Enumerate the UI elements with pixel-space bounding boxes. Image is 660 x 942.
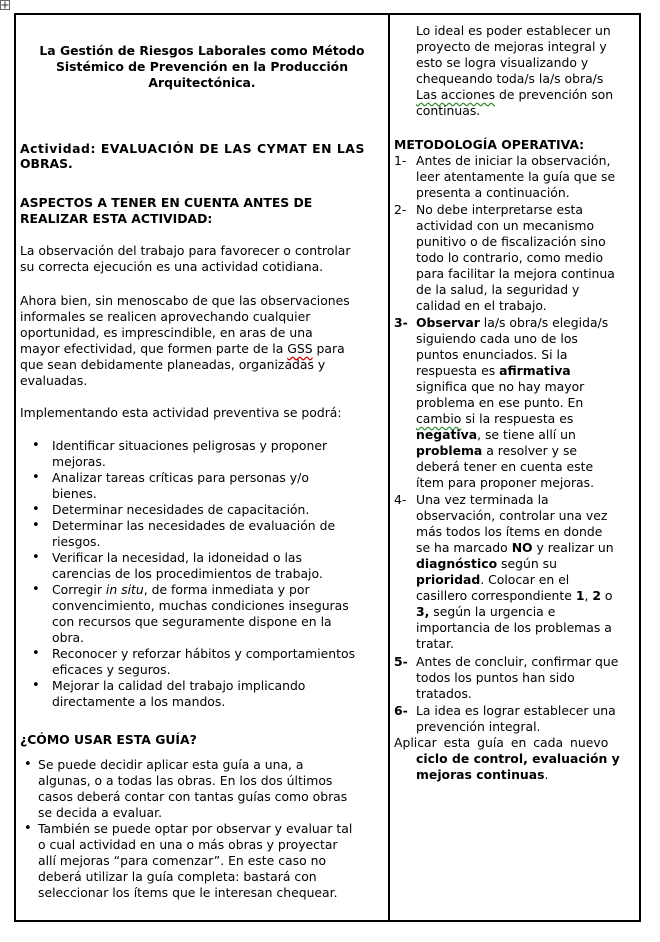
doc-title-line: Sistémico de Prevención en la Producción — [55, 59, 349, 74]
aspects-heading: ASPECTOS A TENER EN CUENTA ANTES DE — [20, 195, 313, 210]
bullet-icon: • — [32, 582, 40, 597]
column-divider — [388, 15, 390, 920]
paragraph-line: Ahora bien, sin menoscabo de que las observaciones — [20, 293, 350, 308]
step-line: de la salud, la seguridad y — [416, 282, 580, 297]
list-item: riesgos. — [52, 534, 101, 549]
step-line: significa que no hay mayor — [416, 379, 585, 394]
step-number: 6- — [394, 703, 408, 718]
list-item: algunas, o a todas las obras. En los dos últimos — [38, 773, 333, 788]
list-item: se decida a evaluar. — [38, 805, 163, 820]
paragraph-line: evaluadas. — [20, 373, 88, 388]
step-number: 5- — [394, 654, 408, 669]
step-line: más todos los ítems en donde — [416, 524, 603, 539]
list-item: Se puede decidir aplicar esta guía a una, a — [38, 757, 304, 772]
list-item: Corregir in situ, de forma inmediata y por — [52, 582, 310, 597]
doc-title-line: Arquitectónica. — [148, 75, 256, 90]
paragraph-line: que sean debidamente planeadas, organizadas y — [20, 357, 326, 372]
list-item: allí mejoras “para comenzar”. En este caso no — [38, 853, 327, 868]
grammar-check-word: cambio — [416, 411, 462, 426]
step-line: tratados. — [416, 686, 472, 701]
step-number: 1- — [394, 153, 407, 168]
list-item: casos deberá contar con tantas guías como obras — [38, 789, 348, 804]
step-line: Observar la/s obra/s elegida/s — [416, 315, 609, 330]
paragraph-line: informales se realicen aprovechando cualquier — [20, 309, 311, 324]
doc-title-line: La Gestión de Riesgos Laborales como Método — [39, 43, 365, 58]
step-line: La idea es lograr establecer una — [416, 703, 616, 718]
list-item: Analizar tareas críticas para personas y/o — [52, 470, 309, 485]
step-line: Antes de concluir, confirmar que — [416, 654, 619, 669]
aspects-heading: REALIZAR ESTA ACTIVIDAD: — [20, 211, 213, 226]
step-line: todo lo contrario, como medio — [416, 250, 604, 265]
step-line: Antes de iniciar la observación, — [416, 153, 611, 168]
step-line: problema en ese punto. En — [416, 395, 584, 410]
list-item: Determinar las necesidades de evaluación de — [52, 518, 336, 533]
step-line: negativa, se tiene allí un — [416, 427, 576, 442]
step-line: respuesta es afirmativa — [416, 363, 571, 378]
paragraph-line: La observación del trabajo para favorecer o controlar — [20, 243, 351, 258]
step-line: leer atentamente la guía que se — [416, 169, 616, 184]
step-line: para facilitar la mejora continua — [416, 266, 615, 281]
step-line: se ha marcado NO y realizar un — [416, 540, 614, 555]
intro-line: chequeando toda/s la/s obra/s — [416, 71, 604, 86]
list-item: con recursos que seguramente dispone en la — [52, 614, 332, 629]
bullet-icon: • — [32, 438, 40, 453]
intro-line: continuas. — [416, 103, 481, 118]
step-line: puntos enunciados. Si la — [416, 347, 568, 362]
step-line: ítem para proponer mejoras. — [416, 475, 595, 490]
list-item: Verificar la necesidad, la idoneidad o las — [52, 550, 302, 565]
step-line: cambio si la respuesta es — [416, 411, 574, 426]
closing-line: ciclo de control, evaluación y — [416, 751, 620, 766]
paragraph-line: su correcta ejecución es una actividad cotidiana. — [20, 259, 324, 274]
method-heading: METODOLOGÍA OPERATIVA: — [394, 137, 585, 152]
step-line: casillero correspondiente 1, 2 o — [416, 588, 613, 603]
activity-line: Actividad: EVALUACIÓN DE LAS CYMAT EN LAS — [20, 141, 365, 156]
list-item: carencias de los procedimientos de trabajo. — [52, 566, 323, 581]
list-item: mejoras. — [52, 454, 106, 469]
step-line: punitivo o de fiscalización sino — [416, 234, 606, 249]
step-line: Una vez terminada la — [416, 492, 549, 507]
intro-line: proyecto de mejoras integral y — [416, 39, 607, 54]
list-item: eficaces y seguros. — [52, 662, 171, 677]
step-number: 2- — [394, 202, 407, 217]
bullet-icon: • — [24, 821, 32, 836]
paragraph-line: mayor efectividad, que formen parte de la GSS para — [20, 341, 345, 356]
bullet-icon: • — [32, 518, 40, 533]
step-line: problema a resolver y se — [416, 443, 578, 458]
list-item: Mejorar la calidad del trabajo implicando — [52, 678, 306, 693]
list-item: bienes. — [52, 486, 97, 501]
list-item: Reconocer y reforzar hábitos y comportamientos — [52, 646, 356, 661]
paragraph-line: oportunidad, es imprescindible, en aras de una — [20, 325, 313, 340]
step-line: presenta a continuación. — [416, 185, 570, 200]
step-line: deberá tener en cuenta este — [416, 459, 594, 474]
list-item: seleccionar los ítems que le interesan chequear. — [38, 885, 338, 900]
step-line: prioridad. Colocar en el — [416, 572, 570, 587]
list-item: deberá utilizar la guía completa: bastará con — [38, 869, 317, 884]
list-item: Identificar situaciones peligrosas y proponer — [52, 438, 328, 453]
step-line: prevención integral. — [416, 719, 541, 734]
list-item: También se puede optar por observar y evaluar tal — [38, 821, 353, 836]
list-item: obra. — [52, 630, 85, 645]
step-line: todos los puntos han sido — [416, 670, 575, 685]
bullet-icon: • — [32, 678, 40, 693]
step-line: observación, controlar una vez — [416, 508, 608, 523]
intro-line: Lo ideal es poder establecer un — [416, 23, 611, 38]
table-move-handle-icon[interactable] — [0, 0, 10, 10]
bullet-icon: • — [32, 470, 40, 485]
step-number: 4- — [394, 492, 407, 507]
closing-line: mejoras continuas. — [416, 767, 549, 782]
closing-line: Aplicar esta guía en cada nuevo — [394, 735, 609, 750]
bullet-icon: • — [24, 757, 32, 772]
bullet-icon: • — [32, 502, 40, 517]
bullet-icon: • — [32, 646, 40, 661]
step-line: No debe interpretarse esta — [416, 202, 583, 217]
step-line: siguiendo cada uno de los — [416, 331, 578, 346]
step-line: calidad en el trabajo. — [416, 298, 547, 313]
step-line: diagnóstico según su — [416, 556, 557, 571]
step-line: importancia de los problemas a — [416, 620, 612, 635]
step-number: 3- — [394, 315, 408, 330]
activity-line: OBRAS. — [20, 156, 73, 171]
step-line: actividad con un mecanismo — [416, 218, 595, 233]
list-item: convencimiento, muchas condiciones inseguras — [52, 598, 349, 613]
list-item: directamente a los mandos. — [52, 694, 226, 709]
paragraph-line: Implementando esta actividad preventiva se podrá: — [20, 405, 342, 420]
bullet-icon: • — [32, 550, 40, 565]
intro-line: esto se logra visualizando y — [416, 55, 589, 70]
step-line: tratar. — [416, 636, 454, 651]
grammar-check-words: Las acciones — [416, 87, 496, 102]
document-table — [14, 13, 641, 922]
list-item: o cual actividad en una o más obras y proyectar — [38, 837, 338, 852]
step-line: 3, según la urgencia e — [416, 604, 556, 619]
howto-heading: ¿CÓMO USAR ESTA GUÍA? — [20, 732, 197, 747]
intro-line: Las acciones de prevención son — [416, 87, 614, 102]
list-item: Determinar necesidades de capacitación. — [52, 502, 310, 517]
spellcheck-word: GSS — [287, 341, 313, 356]
